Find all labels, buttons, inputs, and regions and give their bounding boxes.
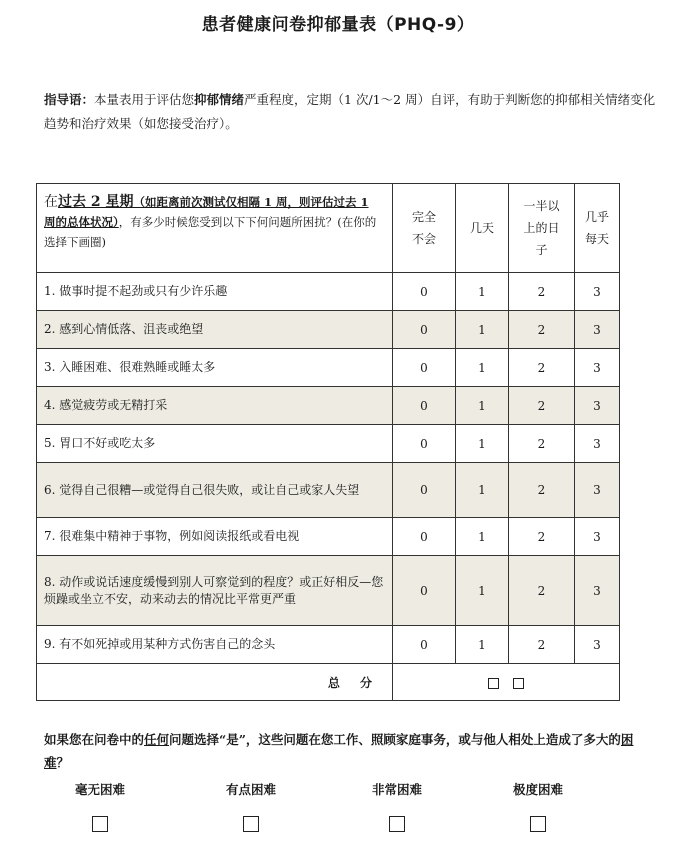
instructions-text-b: 严重程度，定期（1 次/1～2 周）自评，有助于判断您的抑郁相关情绪变化趋势和治疗效果（如您接受治疗）。 [44,92,656,131]
total-digit-box[interactable] [488,678,499,689]
score-option[interactable]: 3 [575,387,620,425]
col-header-line: 几乎 [584,210,609,224]
col-header-line: 每天 [584,232,609,246]
question-text: 7. 很难集中精神于事物，例如阅读报纸或看电视 [37,518,393,556]
score-option[interactable]: 3 [575,273,620,311]
score-option[interactable]: 1 [456,387,509,425]
score-option[interactable]: 1 [456,556,509,626]
header-part2: 过去 2 星期 [58,194,134,210]
instructions-text-bold: 抑郁情绪 [194,92,245,107]
score-option[interactable]: 0 [393,425,456,463]
score-option[interactable]: 0 [393,311,456,349]
table-row [37,311,620,349]
col-header-line: 完全 [411,210,436,224]
score-option[interactable]: 3 [575,425,620,463]
score-option[interactable]: 1 [456,463,509,518]
difficulty-question-emphasis: 困难 [44,732,634,770]
score-option[interactable]: 1 [456,518,509,556]
option-label-extremely-difficult: 极度困难 [512,782,563,797]
score-option[interactable]: 0 [393,349,456,387]
table-row [37,518,620,556]
total-score-boxes [393,664,620,701]
score-option[interactable]: 1 [456,273,509,311]
option-label-not-difficult: 毫无困难 [74,782,125,797]
score-option[interactable]: 2 [509,311,575,349]
score-option[interactable]: 1 [456,425,509,463]
score-option[interactable]: 2 [509,463,575,518]
score-option[interactable]: 2 [509,273,575,311]
instructions [44,88,656,136]
question-text: 3. 入睡困难、很难熟睡或睡太多 [37,349,393,387]
col-header-not-at-all [393,184,456,273]
score-option[interactable]: 3 [575,349,620,387]
question-text: 1. 做事时提不起劲或只有少许乐趣 [37,273,393,311]
score-option[interactable]: 0 [393,626,456,664]
question-text: 8. 动作或说话速度缓慢到别人可察觉到的程度？或正好相反—您烦躁或坐立不安，动来动去的情况比平常更严重 [37,556,393,626]
score-option[interactable]: 2 [509,425,575,463]
question-text: 4. 感觉疲劳或无精打采 [37,387,393,425]
difficulty-question-emphasis: 任何 [144,732,170,747]
col-header-nearly-every-day [575,184,620,273]
checkbox-somewhat-difficult[interactable] [243,816,259,832]
score-option[interactable]: 1 [456,349,509,387]
difficulty-question-text: 问题选择“是”，这些问题在您工作、照顾家庭事务，或与他人相处上造成了多大的 [169,732,621,747]
col-header-line: 子 [535,243,548,257]
score-option[interactable]: 2 [509,626,575,664]
score-option[interactable]: 3 [575,626,620,664]
question-text: 9. 有不如死掉或用某种方式伤害自己的念头 [37,626,393,664]
table-row [37,425,620,463]
score-option[interactable]: 2 [509,387,575,425]
score-option[interactable]: 1 [456,311,509,349]
table-header-question [37,184,393,273]
difficulty-question-text: ？ [56,755,70,770]
header-part1: 在 [44,194,58,210]
table-row [37,556,620,626]
total-digit-box[interactable] [513,678,524,689]
score-option[interactable]: 0 [393,463,456,518]
header-part4: ，有多少时候您受到以下下何问题所困扰？(在你的选择下画圈) [44,215,377,249]
table-header-row [37,184,620,273]
col-header-several-days [456,184,509,273]
checkbox-extremely-difficult[interactable] [530,816,546,832]
phq9-table [36,183,620,701]
score-option[interactable]: 2 [509,349,575,387]
score-option[interactable]: 0 [393,387,456,425]
score-option[interactable]: 1 [456,626,509,664]
score-option[interactable]: 2 [509,518,575,556]
difficulty-question-text: 如果您在问卷中的 [44,732,145,747]
score-option[interactable]: 3 [575,311,620,349]
header-part3: （如距离前次测试仅相隔 1 周，则评估过去 1 周的总体状况） [44,195,369,229]
checkbox-not-difficult[interactable] [92,816,108,832]
table-row [37,349,620,387]
question-text: 5. 胃口不好或吃太多 [37,425,393,463]
col-header-line: 一半以 [523,199,560,213]
score-option[interactable]: 3 [575,463,620,518]
question-text: 2. 感到心情低落、沮丧或绝望 [37,311,393,349]
page-title: 患者健康问卷抑郁量表（PHQ-9） [201,15,475,35]
col-header-more-than-half [509,184,575,273]
score-option[interactable]: 2 [509,556,575,626]
score-option[interactable]: 0 [393,518,456,556]
checkbox-very-difficult[interactable] [389,816,405,832]
score-option[interactable]: 3 [575,518,620,556]
instructions-text-a: 本量表用于评估您 [94,92,195,107]
difficulty-question [44,728,656,774]
score-option[interactable]: 0 [393,556,456,626]
table-row [37,463,620,518]
question-text: 6. 觉得自己很糟—或觉得自己很失败，或让自己或家人失望 [37,463,393,518]
option-label-somewhat-difficult: 有点困难 [225,782,276,797]
col-header-line: 几天 [469,221,494,235]
option-label-very-difficult: 非常困难 [371,782,422,797]
score-option[interactable]: 3 [575,556,620,626]
total-label: 总 分 [37,664,393,701]
table-row [37,626,620,664]
table-row [37,387,620,425]
instructions-label: 指导语： [44,92,95,107]
score-option[interactable]: 0 [393,273,456,311]
table-row [37,273,620,311]
col-header-line: 不会 [411,232,436,246]
col-header-line: 上的日 [523,221,560,235]
total-row [37,664,620,701]
